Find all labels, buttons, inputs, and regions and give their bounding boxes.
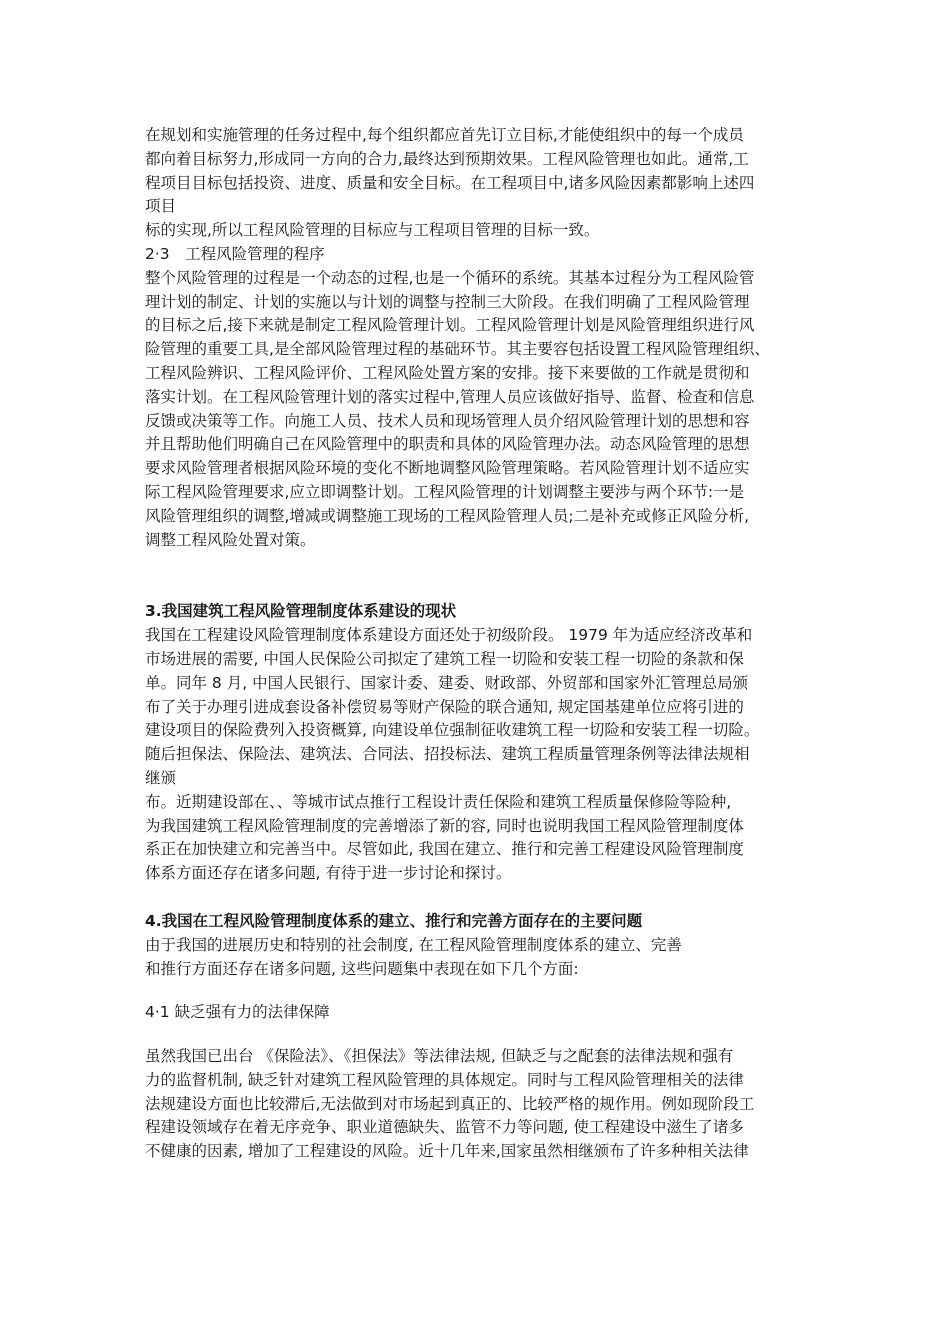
section-heading-3: 3.我国建筑工程风险管理制度体系建设的现状 [145, 602, 457, 621]
text-line: 反馈或决策等工作。向施工人员、技术人员和现场管理人员介绍风险管理计划的思想和容 [145, 411, 750, 430]
text-line: 继颁 [145, 768, 177, 787]
text-line: 际工程风险管理要求,应立即调整计划。工程风险管理的计划调整主要涉与两个环节:一是 [145, 482, 745, 501]
paragraph-main-problems [145, 934, 815, 982]
text-line: 工程风险辨识、工程风险评价、工程风险处置方案的安排。接下来要做的工作就是贯彻和 [145, 363, 750, 382]
text-line: 系正在加快建立和完善当中。尽管如此, 我国在建立、推行和完善工程建设风险管理制度 [145, 840, 744, 859]
paragraph-procedure [145, 267, 815, 553]
text-line: 落实计划。在工程风险管理计划的落实过程中,管理人员应该做好指导、监督、检查和信息 [145, 387, 755, 406]
text-line: 不健康的因素, 增加了工程建设的风险。近十几年来,国家虽然相继颁布了许多种相关法律 [145, 1142, 749, 1161]
text-line: 单。同年 8 月, 中国人民银行、国家计委、建委、财政部、外贸部和国家外汇管理总局颁 [145, 673, 749, 692]
text-line: 力的监督机制, 缺乏针对建筑工程风险管理的具体规定。同时与工程风险管理相关的法律 [145, 1070, 744, 1089]
section-heading-4: 4.我国在工程风险管理制度体系的建立、推行和完善方面存在的主要问题 [145, 911, 643, 930]
paragraph-current-status [145, 624, 815, 886]
text-line: 布了关于办理引进成套设备补偿贸易等财产保险的联合通知, 规定国基建单位应将引进的 [145, 697, 744, 716]
text-line: 随后担保法、保险法、建筑法、合同法、招投标法、建筑工程质量管理条例等法律法规相 [145, 745, 750, 764]
text-line: 法规建设方面也比较滞后,无法做到对市场起到真正的、比较严格的规作用。例如现阶段工 [145, 1094, 755, 1113]
text-line: 由于我国的进展历史和特别的社会制度, 在工程风险管理制度体系的建立、完善 [145, 935, 682, 954]
text-line: 险管理的重要工具,是全部风险管理过程的基础环节。其主要容包括设置工程风险管理组织、 [145, 340, 770, 359]
text-line: 程建设领域存在着无序竞争、职业道德缺失、监管不力等问题, 使工程建设中滋生了诸多 [145, 1118, 744, 1137]
spacer [145, 886, 815, 910]
paragraph-legal-guarantee [145, 1045, 815, 1164]
spacer [145, 552, 815, 600]
section-heading-4-1: 4·1 缺乏强有力的法律保障 [145, 1003, 330, 1022]
text-line: 的目标之后,接下来就是制定工程风险管理计划。工程风险管理计划是风险管理组织进行风 [145, 316, 755, 335]
text-line: 建设项目的保险费列入投资概算, 向建设单位强制征收建筑工程一切险和安装工程一切险。 [145, 721, 760, 740]
text-line: 并且帮助他们明确自己在风险管理中的职责和具体的风险管理办法。动态风险管理的思想 [145, 435, 750, 454]
text-line: 布。近期建设部在、、等城市试点推行工程设计责任保险和建筑工程质量保修险等险种, [145, 792, 732, 811]
text-line: 标的实现,所以工程风险管理的目标应与工程项目管理的目标一致。 [145, 221, 600, 240]
text-line: 调整工程风险处置对策。 [145, 530, 316, 549]
text-line: 在规划和实施管理的任务过程中,每个组织都应首先订立目标,才能使组织中的每一个成员 [145, 126, 744, 144]
text-line: 整个风险管理的过程是一个动态的过程,也是一个循环的系统。其基本过程分为工程风险管 [145, 268, 755, 287]
text-line: 为我国建筑工程风险管理制度的完善增添了新的容, 同时也说明我国工程风险管理制度体 [145, 816, 744, 835]
text-line: 我国在工程建设风险管理制度体系建设方面还处于初级阶段。 1979 年为适应经济改革和 [145, 626, 753, 645]
spacer [145, 981, 815, 1001]
text-line: 都向着目标努力,形成同一方向的合力,最终达到预期效果。工程风险管理也如此。通常,工 [145, 149, 749, 168]
text-line: 项目 [145, 197, 177, 216]
text-line: 理计划的制定、计划的实施以与计划的调整与控制三大阶段。在我们明确了工程风险管理 [145, 292, 750, 311]
text-line: 和推行方面还存在诸多问题, 这些问题集中表现在如下几个方面: [145, 959, 579, 978]
paragraph-objectives [145, 124, 815, 243]
text-line: 程项目目标包括投资、进度、质量和安全目标。在工程项目中,诸多风险因素都影响上述四 [145, 173, 755, 192]
text-line: 虽然我国已出台 《保险法》、《担保法》等法律法规, 但缺乏与之配套的法律法规和强有 [145, 1047, 734, 1066]
spacer [145, 1025, 815, 1045]
text-line: 要求风险管理者根据风险环境的变化不断地调整风险管理策略。若风险管理计划不适应实 [145, 459, 750, 478]
text-line: 体系方面还存在诸多问题, 有待于进一步讨论和探讨。 [145, 864, 512, 883]
text-line: 市场进展的需要, 中国人民保险公司拟定了建筑工程一切险和安装工程一切险的条款和保 [145, 649, 744, 668]
document-page [145, 124, 815, 1164]
text-line: 风险管理组织的调整,增减或调整施工现场的工程风险管理人员;二是补充或修正风险分析, [145, 506, 750, 525]
section-heading-2-3: 2·3 工程风险管理的程序 [145, 244, 325, 263]
